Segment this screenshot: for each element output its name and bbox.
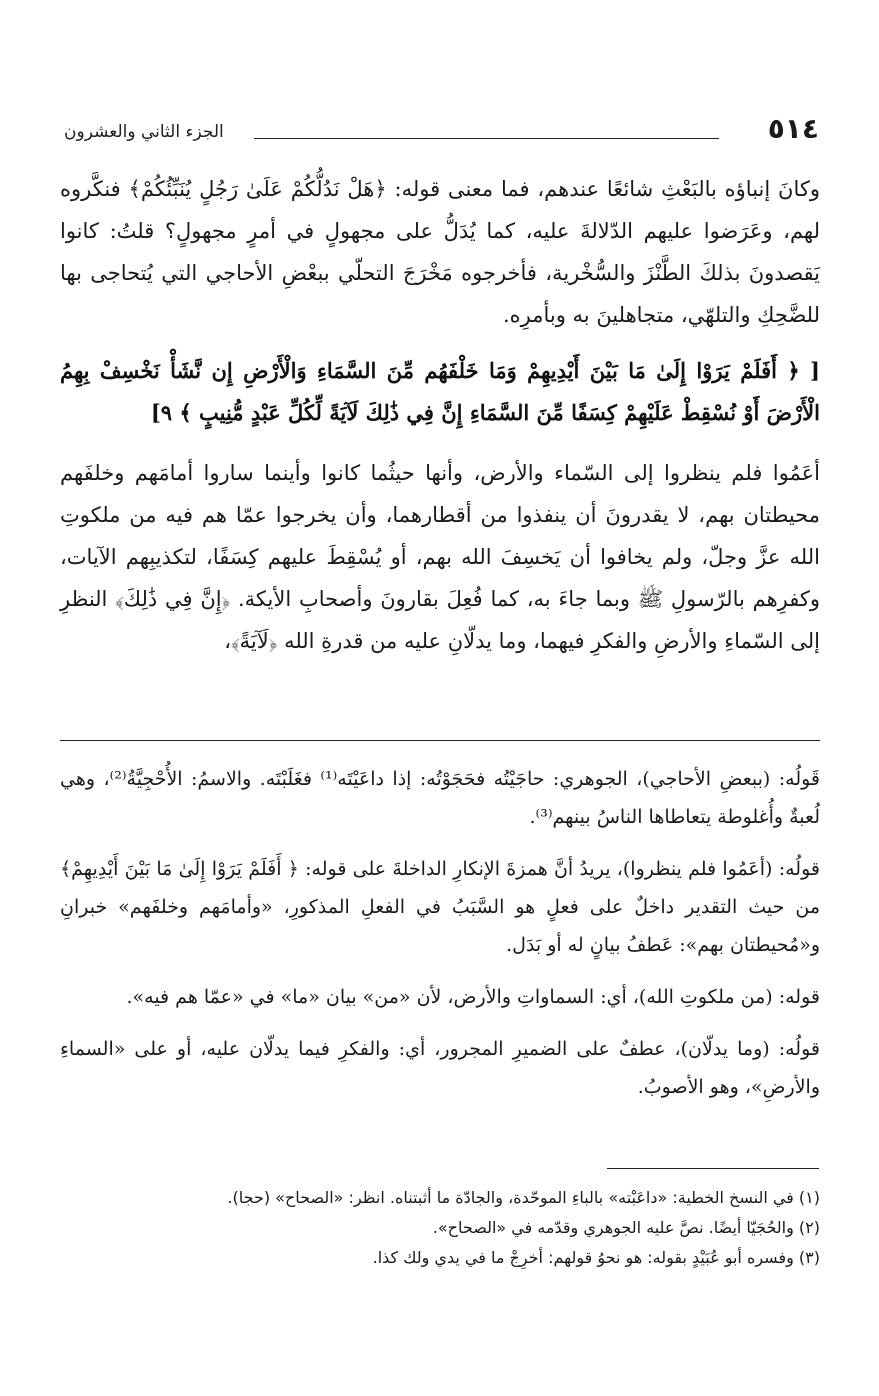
- note-amu: قولُه: (أعَمُوا فلم ينظروا)، يريدُ أنَّ همزةَ الإنكارِ الداخلةَ على قوله: ﴿ أَفَلَمْ يَرَوْا إِلَىٰ مَا بَيْنَ أَيْدِيهِمْ﴾ من حيث التقدير داخلٌ على فعلٍ هو السَّبَبُ في الفعلِ المذكورِ، «وأمامَهم وخلفَهم» خبرانِ و«مُحيطتان بهم»: عَطفُ بيانٍ له أو بَدَل.: [60, 858, 820, 956]
- quran-verse: [ ﴿ أَفَلَمْ يَرَوْا إِلَىٰ مَا بَيْنَ أَيْدِيهِمْ وَمَا خَلْفَهُم مِّنَ السَّمَاءِ وَالْأَرْضِ إِن نَّشَأْ نَخْسِفْ بِهِمُ الْأَرْضَ أَوْ نُسْقِطْ عَلَيْهِمْ كِسَفًا مِّنَ السَّمَاءِ إِنَّ فِي ذَٰلِكَ لَآيَةً لِّكُلِّ عَبْدٍ مُّنِيبٍ ﴾ ٩]: [60, 358, 820, 425]
- page-number: ٥١٤: [767, 112, 819, 145]
- note-malakut: قوله: (من ملكوتِ الله)، أي: السماواتِ والأرض، لأن «من» بيان «ما» في «عمّا هم فيه».: [126, 986, 820, 1008]
- running-title: الجزء الثاني والعشرون: [64, 122, 224, 142]
- paragraph-tafsir: أعَمُوا فلم ينظروا إلى السّماء والأرض، وأنها حيثُما كانوا وأينما ساروا أمامَهم وخلفَهم محيطتان بهم، لا يقدرونَ أن ينفذوا من أقطارهما، وأن يخرجوا عمّا هم فيه من ملكوتِ الله عزَّ وجلّ، ولم يخافوا أن يَخسِفَ الله بهم، أو يُسْقِطَ عليهم كِسَفًا، لتكذيبِهم الآيات، وكفرِهم بالرّسولِ ﷺ وبما جاءَ به، كما فُعِلَ بقارونَ وأصحابِ الأيكة. ﴿إِنَّ فِي ذَٰلِكَ﴾ النظرِ إلى السّماءِ والأرضِ والفكرِ فيهما، وما يدلّانِ عليه من قدرةِ الله ﴿لَآيَةً﴾،: [60, 461, 820, 653]
- note-ahaji: قَولُه: (ببعضِ الأحاجي)، الجوهري: حاجَيْتُه فحَجَوْتُه: إذا داعَيْتَه⁽¹⁾ فغَلَبْتَه. والاسمُ: الأُحْجِيَّةُ⁽²⁾، وهي لُعبةٌ وأُغلوطة يتعاطاها الناسُ بينهم⁽³⁾.: [60, 768, 821, 828]
- page-header: [64, 112, 819, 152]
- footnote-3: (٣) وفسره أبو عُبَيْدٍ بقوله: هو نحوُ قولهم: أخرِجْ ما في يدي ولك كذا.: [372, 1248, 820, 1267]
- paragraph-commentary-intro: وكانَ إنباؤه بالبَعْثِ شائعًا عندهم، فما معنى قوله: ﴿هَلْ نَدُلُّكُمْ عَلَىٰ رَجُلٍ يُنَبِّئُكُمْ﴾ فنكَّروه لهم، وعَرَضوا عليهم الدّلالةَ عليه، كما يُدَلُّ على مجهولٍ في أمرٍ مجهولٍ؟ قلتُ: كانوا يَقصدونَ بذلكَ الطَّنْزَ والسُّخْرية، فأخرجوه مَخْرَجَ التحلّي ببعْضِ الأحاجي التي يُتحاجى بها للضَّحِكِ والتلهّي، متجاهلينَ به وبأمرِه.: [60, 177, 820, 327]
- note-yadullan: قولُه: (وما يدلّان)، عطفٌ على الضميرِ المجرور، أي: والفكرِ فيما يدلّان عليه، أو على «السماءِ والأرضِ»، وهو الأصوبُ.: [60, 1038, 820, 1098]
- footnote-1: (١) في النسخ الخطية: «داعَبْته» بالباءِ الموحّدة، والجادّة ما أثبتناه. انظر: «الصحاح» (حجا).: [227, 1188, 820, 1207]
- main-text: [60, 168, 820, 662]
- footnotes: [60, 1183, 820, 1273]
- header-rule: [254, 138, 719, 139]
- footnote-rule: [607, 1168, 819, 1169]
- commentary-notes: [60, 760, 820, 1120]
- footnote-2: (٢) والحُجَيّا أيضًا. نصَّ عليه الجوهري وقدّمه في «الصحاح».: [432, 1218, 820, 1237]
- commentary-divider: [60, 740, 820, 741]
